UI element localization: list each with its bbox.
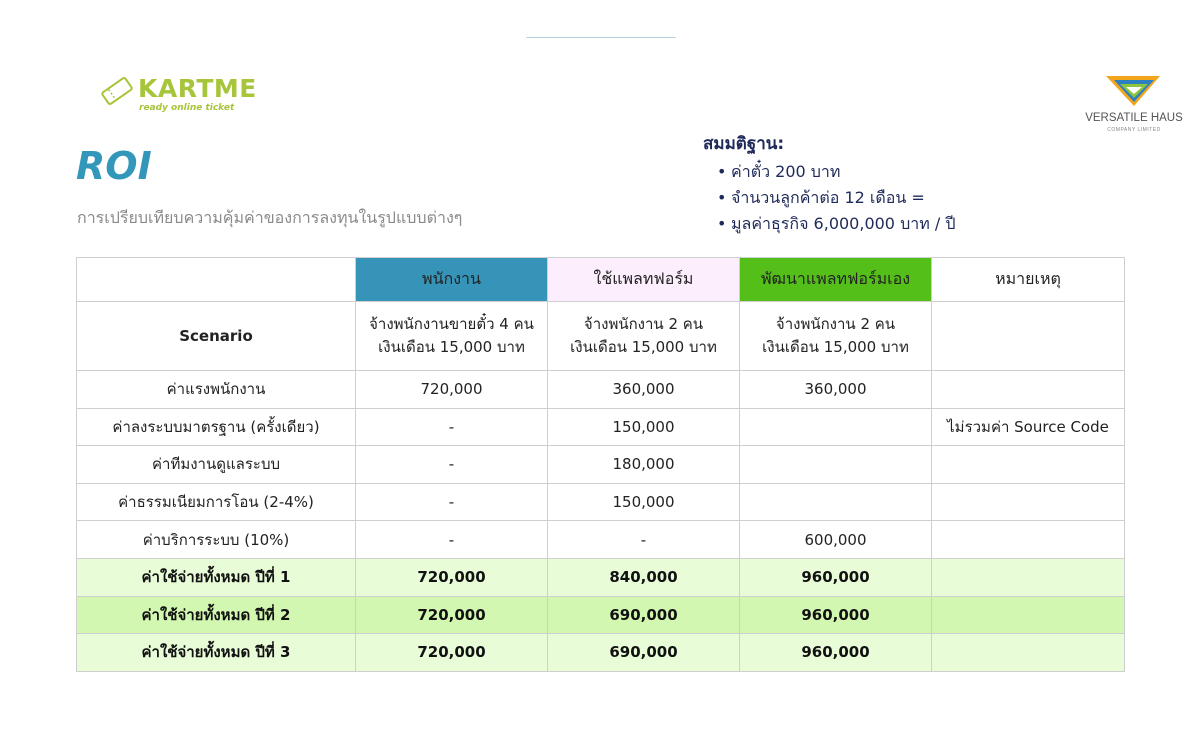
- total-row-year-2: [77, 596, 1125, 634]
- header-cell-empty: [77, 258, 356, 302]
- cell-note: [932, 483, 1125, 521]
- total-develop: 960,000: [740, 596, 932, 634]
- scenario-employee-line1: จ้างพนักงานขายตั๋ว 4 คน: [369, 315, 534, 333]
- cell-develop: [740, 483, 932, 521]
- cell-platform: -: [548, 521, 740, 559]
- cell-platform: 150,000: [548, 408, 740, 446]
- total-platform: 840,000: [548, 558, 740, 596]
- scenario-employee: [356, 302, 548, 371]
- scenario-label: Scenario: [77, 302, 356, 371]
- total-row-year-3: [77, 634, 1125, 672]
- header-develop: พัฒนาแพลทฟอร์มเอง: [740, 258, 932, 302]
- cell-develop: [740, 408, 932, 446]
- table-row: [77, 408, 1125, 446]
- row-label: ค่าแรงพนักงาน: [77, 371, 356, 409]
- scenario-platform: [548, 302, 740, 371]
- cell-note: ไม่รวมค่า Source Code: [932, 408, 1125, 446]
- total-note: [932, 596, 1125, 634]
- brand-tagline: ready online ticket: [139, 103, 235, 113]
- total-label: ค่าใช้จ่ายทั้งหมด ปีที่ 1: [77, 558, 356, 596]
- cell-develop: 600,000: [740, 521, 932, 559]
- roi-comparison-table: [76, 257, 1125, 672]
- total-label: ค่าใช้จ่ายทั้งหมด ปีที่ 3: [77, 634, 356, 672]
- page-title: ROI: [76, 144, 152, 188]
- total-employee: 720,000: [356, 596, 548, 634]
- partner-logo: [1084, 74, 1184, 136]
- total-row-year-1: [77, 558, 1125, 596]
- total-note: [932, 634, 1125, 672]
- total-note: [932, 558, 1125, 596]
- brand-name: KARTME: [138, 74, 257, 103]
- table-row: [77, 446, 1125, 484]
- row-label: ค่าบริการระบบ (10%): [77, 521, 356, 559]
- table-header-row: [77, 258, 1125, 302]
- table-row: [77, 521, 1125, 559]
- ticket-icon: [100, 76, 134, 106]
- assumptions-title: สมมติฐาน:: [703, 134, 785, 154]
- table-row: [77, 371, 1125, 409]
- cell-note: [932, 446, 1125, 484]
- scenario-platform-line1: จ้างพนักงาน 2 คน: [583, 315, 704, 333]
- kartme-logo: [100, 72, 270, 118]
- table-row: [77, 483, 1125, 521]
- row-label: ค่าลงระบบมาตรฐาน (ครั้งเดียว): [77, 408, 356, 446]
- total-employee: 720,000: [356, 558, 548, 596]
- total-label: ค่าใช้จ่ายทั้งหมด ปีที่ 2: [77, 596, 356, 634]
- cell-employee: -: [356, 446, 548, 484]
- scenario-platform-line2: เงินเดือน 15,000 บาท: [570, 338, 717, 356]
- top-divider: [526, 37, 676, 38]
- partner-name: VERSATILE HAUS: [1085, 112, 1183, 124]
- total-platform: 690,000: [548, 634, 740, 672]
- total-platform: 690,000: [548, 596, 740, 634]
- row-label: ค่าทีมงานดูแลระบบ: [77, 446, 356, 484]
- assumptions-panel: [703, 130, 1033, 237]
- cell-employee: -: [356, 483, 548, 521]
- header-employee: พนักงาน: [356, 258, 548, 302]
- scenario-develop: [740, 302, 932, 371]
- assumption-item: • มูลค่าธุรกิจ 6,000,000 บาท / ปี: [717, 211, 1033, 237]
- row-label: ค่าธรรมเนียมการโอน (2-4%): [77, 483, 356, 521]
- scenario-row: [77, 302, 1125, 371]
- cell-note: [932, 521, 1125, 559]
- header-note: หมายเหตุ: [932, 258, 1125, 302]
- cell-develop: [740, 446, 932, 484]
- header-platform: ใช้แพลทฟอร์ม: [548, 258, 740, 302]
- scenario-employee-line2: เงินเดือน 15,000 บาท: [378, 338, 525, 356]
- scenario-develop-line1: จ้างพนักงาน 2 คน: [775, 315, 896, 333]
- scenario-note: [932, 302, 1125, 371]
- cell-note: [932, 371, 1125, 409]
- total-employee: 720,000: [356, 634, 548, 672]
- cell-platform: 180,000: [548, 446, 740, 484]
- cell-employee: -: [356, 408, 548, 446]
- cell-develop: 360,000: [740, 371, 932, 409]
- versatile-haus-mark-icon: [1104, 74, 1162, 108]
- partner-subtitle: COMPANY LIMITED: [1107, 127, 1161, 133]
- total-develop: 960,000: [740, 558, 932, 596]
- scenario-develop-line2: เงินเดือน 15,000 บาท: [762, 338, 909, 356]
- assumptions-list: [703, 159, 1033, 237]
- total-develop: 960,000: [740, 634, 932, 672]
- assumption-item: • ค่าตั๋ว 200 บาท: [717, 159, 1033, 185]
- cell-employee: 720,000: [356, 371, 548, 409]
- assumption-item: • จำนวนลูกค้าต่อ 12 เดือน =: [717, 185, 1033, 211]
- cell-platform: 150,000: [548, 483, 740, 521]
- page-subtitle: การเปรียบเทียบความคุ้มค่าของการลงทุนในรูปแบบต่างๆ: [77, 208, 463, 227]
- cell-platform: 360,000: [548, 371, 740, 409]
- cell-employee: -: [356, 521, 548, 559]
